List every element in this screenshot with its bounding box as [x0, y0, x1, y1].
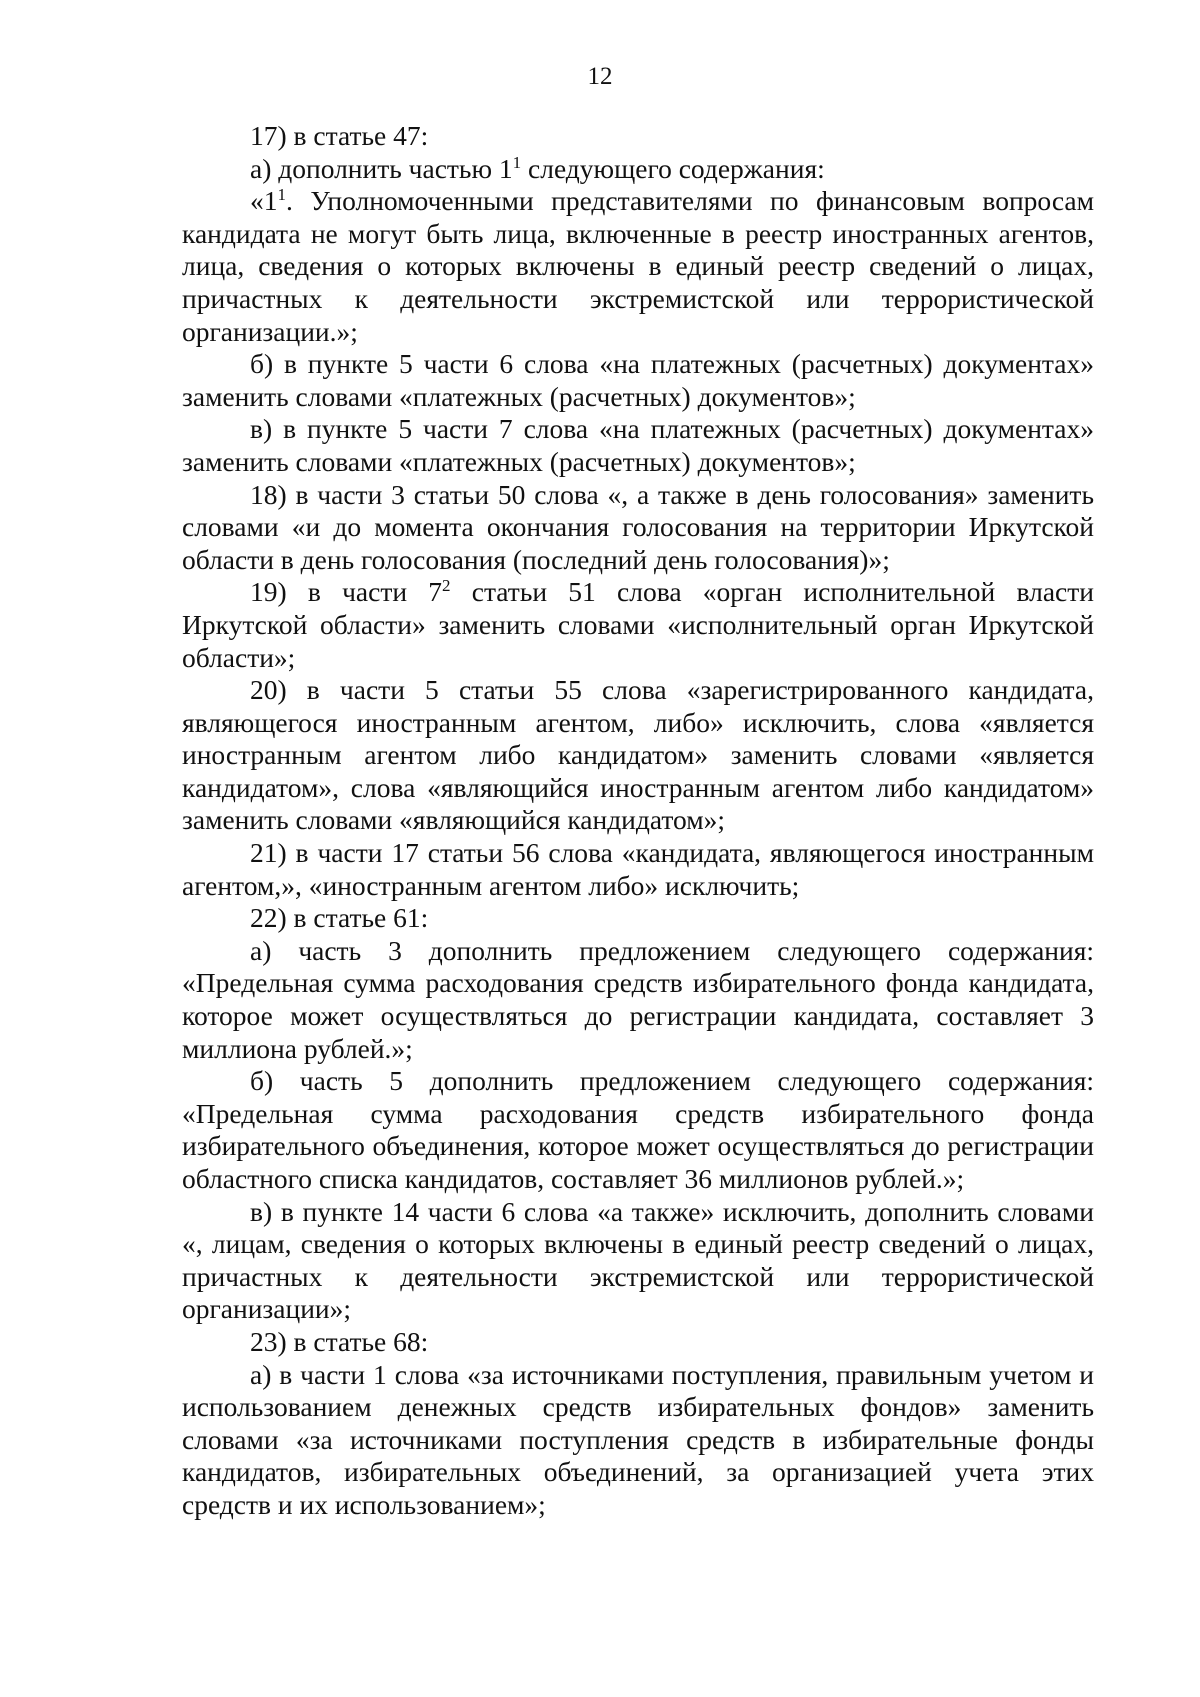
- paragraph-text: «1: [250, 185, 278, 217]
- superscript: 2: [442, 576, 451, 596]
- paragraph: [182, 902, 1094, 935]
- document-body: [182, 120, 1094, 1522]
- paragraph-text: статьи 51 слова «орган исполнительной власти Иркутской области» заменить словами «исполнительный орган Иркутской области»;: [182, 576, 1094, 673]
- paragraph-text: а) в части 1 слова «за источниками поступления, правильным учетом и использованием денежных средств избирательных фондов» заменить словами «за источниками поступления средств в избирательные фонды кандидатов, избирательных объединений, за организацией учета этих средств и их использованием»;: [182, 1358, 1094, 1520]
- superscript: 1: [277, 185, 286, 205]
- paragraph-text: . Уполномоченными представителями по финансовым вопросам кандидата не могут быть лица, включенные в реестр иностранных агентов, лица, сведения о которых включены в единый реестр сведений о лицах, причастных к деятельности экстремистской или террористической организации.»;: [182, 185, 1094, 347]
- paragraph: [182, 1326, 1094, 1359]
- paragraph-text: 20) в части 5 статьи 55 слова «зарегистрированного кандидата, являющегося иностранным агентом, либо» исключить, слова «является иностранным агентом либо кандидатом» заменить словами «является кандидатом», слова «являющийся иностранным агентом либо кандидатом» заменить словами «являющийся кандидатом»;: [182, 674, 1094, 836]
- paragraph-text: 22) в статье 61:: [250, 902, 429, 934]
- paragraph: [182, 153, 1094, 186]
- paragraph-text: в) в пункте 14 части 6 слова «а также» исключить, дополнить словами «, лицам, сведения о которых включены в единый реестр сведений о лицах, причастных к деятельности экстремистской или террористической организации»;: [182, 1195, 1094, 1325]
- page-number: 12: [587, 63, 613, 90]
- paragraph-text: 23) в статье 68:: [250, 1325, 429, 1357]
- paragraph: [182, 185, 1094, 348]
- paragraph-text: а) часть 3 дополнить предложением следующего содержания: «Предельная сумма расходования средств избирательного фонда кандидата, которое может осуществляться до регистрации кандидата, составляет 3 миллиона рублей.»;: [182, 934, 1094, 1064]
- paragraph-text: а) дополнить частью 1: [250, 152, 513, 184]
- superscript: 1: [512, 152, 522, 172]
- paragraph: [182, 1196, 1094, 1326]
- paragraph-text: б) часть 5 дополнить предложением следующего содержания: «Предельная сумма расходования средств избирательного фонда избирательного объединения, которое может осуществляться до регистрации областного списка кандидатов, составляет 36 миллионов рублей.»;: [182, 1065, 1094, 1194]
- paragraph-text: 21) в части 17 статьи 56 слова «кандидата, являющегося иностранным агентом,», «иностранным агентом либо» исключить;: [182, 837, 1094, 901]
- paragraph: [182, 479, 1094, 577]
- paragraph-text: 18) в части 3 статьи 50 слова «, а также в день голосования» заменить словами «и до момента окончания голосования на территории Иркутской области в день голосования (последний день голосования)»;: [182, 478, 1094, 575]
- paragraph-text: следующего содержания:: [521, 152, 825, 184]
- paragraph-text: 19) в части 7: [250, 576, 443, 608]
- paragraph: [182, 348, 1094, 413]
- paragraph: [182, 935, 1094, 1065]
- paragraph-text: 17) в статье 47:: [250, 120, 429, 151]
- paragraph-text: в) в пункте 5 части 7 слова «на платежных (расчетных) документах» заменить словами «платежных (расчетных) документов»;: [182, 413, 1094, 477]
- paragraph: [182, 1065, 1094, 1195]
- paragraph: [182, 674, 1094, 837]
- paragraph: [182, 413, 1094, 478]
- paragraph: [182, 576, 1094, 674]
- paragraph: [182, 1359, 1094, 1522]
- paragraph-text: б) в пункте 5 части 6 слова «на платежных (расчетных) документах» заменить словами «платежных (расчетных) документов»;: [182, 348, 1094, 412]
- paragraph: [182, 120, 1094, 153]
- paragraph: [182, 837, 1094, 902]
